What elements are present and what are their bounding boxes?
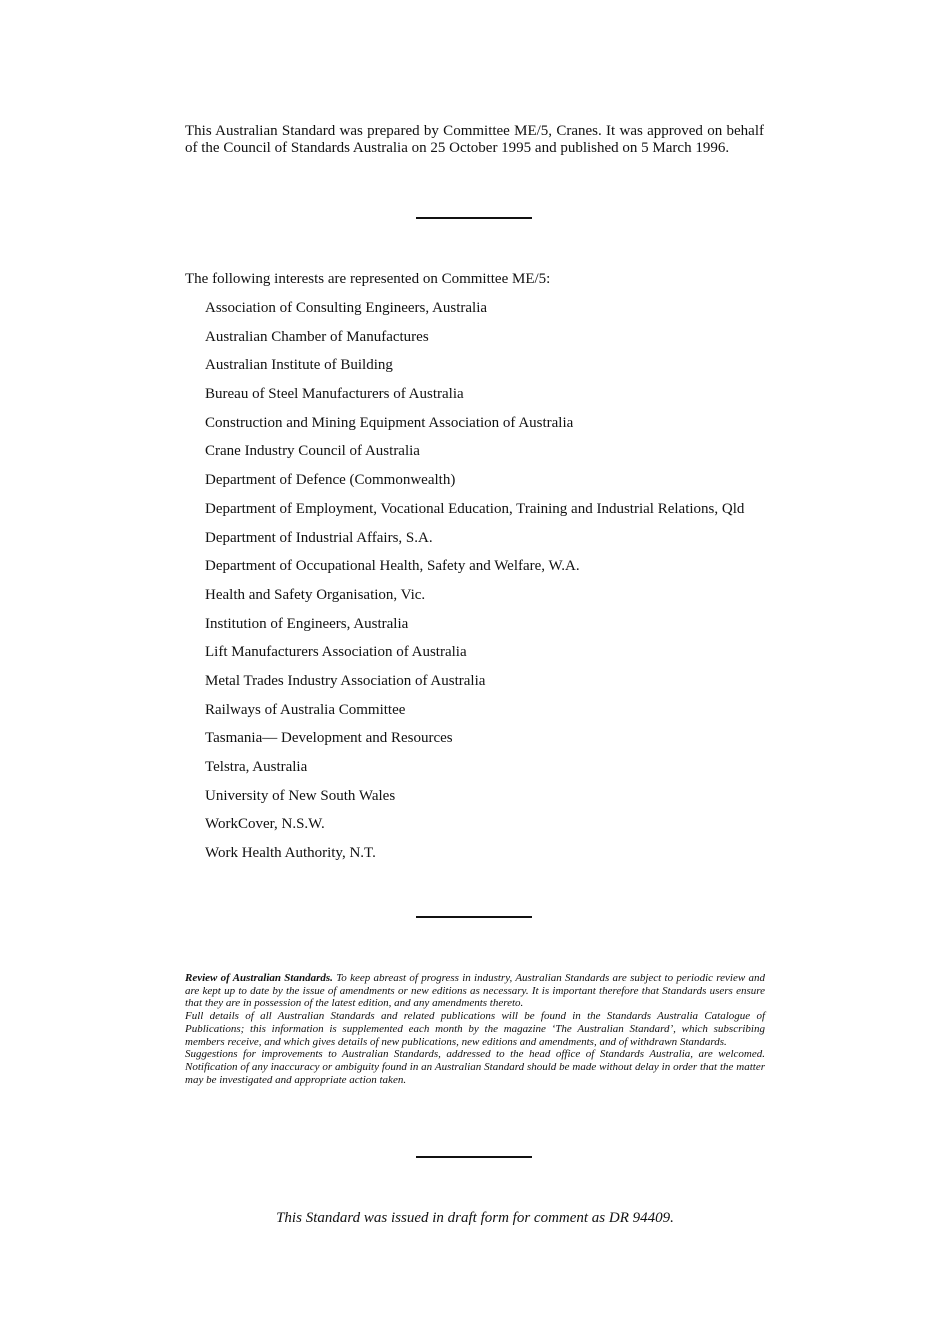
review-notice bbox=[185, 972, 765, 1086]
committee-member: Crane Industry Council of Australia bbox=[205, 443, 420, 460]
committee-member: Department of Industrial Affairs, S.A. bbox=[205, 529, 433, 546]
committee-heading: The following interests are represented on Committee ME/5: bbox=[185, 271, 551, 287]
approval-statement: This Australian Standard was prepared by Committee ME/5, Cranes. It was approved on behalf of the Council of Standards Australia on 25 October 1995 and published on 5 March 1996. bbox=[185, 123, 764, 156]
review-paragraph-2: Full details of all Australian Standards and related publications will be found in the Standards Australia Catalogue of Publications; this information is supplemented each month by the magazine ‘The Australian Standard’, which subscribing members receive, and which gives details of new publications, new editions and amendments, and of withdrawn Standards. bbox=[185, 1010, 765, 1048]
review-paragraph-1 bbox=[185, 972, 765, 1010]
committee-members-list bbox=[205, 300, 745, 874]
committee-member: Construction and Mining Equipment Association of Australia bbox=[205, 414, 574, 431]
committee-member: Tasmania— Development and Resources bbox=[205, 730, 453, 747]
committee-member: Department of Defence (Commonwealth) bbox=[205, 472, 456, 489]
committee-member: Telstra, Australia bbox=[205, 759, 308, 775]
committee-member: Metal Trades Industry Association of Australia bbox=[205, 672, 486, 689]
committee-member: Australian Chamber of Manufactures bbox=[205, 328, 429, 345]
review-text: To keep abreast of progress in industry, Australian Standards are subject to periodic review and are kept up to date by the issue of amendments or new editions as necessary. It is important therefore that Standards users ensure that they are in possession of the latest edition, and any amendments thereto. bbox=[185, 972, 765, 1010]
divider-rule bbox=[416, 916, 532, 918]
draft-note: This Standard was issued in draft form for comment as DR 94409. bbox=[276, 1210, 674, 1226]
committee-member: Department of Occupational Health, Safety and Welfare, W.A. bbox=[205, 558, 580, 575]
review-paragraph-3: Suggestions for improvements to Australian Standards, addressed to the head office of Standards Australia, are welcomed. Notification of any inaccuracy or ambiguity found in an Australian Standard should be made without delay in order that the matter may be investigated and appropriate action taken. bbox=[185, 1048, 765, 1086]
committee-member: WorkCover, N.S.W. bbox=[205, 816, 325, 833]
committee-member: Department of Employment, Vocational Education, Training and Industrial Relations, Qld bbox=[205, 500, 745, 517]
committee-member: Bureau of Steel Manufacturers of Australia bbox=[205, 386, 464, 403]
committee-member: Railways of Australia Committee bbox=[205, 701, 406, 718]
committee-member: Australian Institute of Building bbox=[205, 357, 393, 374]
review-title: Review of Australian Standards. bbox=[185, 972, 333, 984]
committee-member: University of New South Wales bbox=[205, 787, 396, 804]
committee-member: Institution of Engineers, Australia bbox=[205, 615, 409, 632]
committee-member: Work Health Authority, N.T. bbox=[205, 845, 376, 862]
divider-rule bbox=[416, 217, 532, 219]
committee-member: Association of Consulting Engineers, Australia bbox=[205, 300, 488, 316]
divider-rule bbox=[416, 1156, 532, 1158]
committee-member: Health and Safety Organisation, Vic. bbox=[205, 586, 426, 603]
committee-member: Lift Manufacturers Association of Australia bbox=[205, 644, 467, 661]
